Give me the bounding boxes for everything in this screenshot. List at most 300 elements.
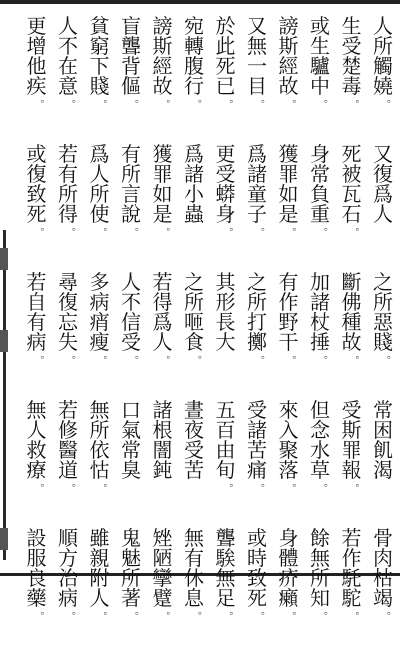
glyph: 失 — [58, 330, 78, 354]
glyph: 有 — [26, 310, 47, 334]
glyph: 賤 — [89, 74, 110, 98]
text-column — [241, 16, 273, 656]
glyph: 治 — [58, 566, 78, 590]
glyph: 常 — [310, 162, 330, 186]
glyph: 斯 — [341, 418, 362, 442]
glyph: 所 — [121, 162, 141, 186]
glyph: 所 — [89, 182, 110, 206]
verse-phrase — [84, 272, 116, 400]
verse-phrase — [84, 528, 116, 656]
glyph: 修 — [58, 418, 78, 442]
text-column — [336, 16, 368, 656]
punctuation-mark: 。 — [72, 94, 82, 105]
glyph: 言 — [121, 182, 141, 206]
glyph: 死 — [215, 54, 236, 78]
glyph: 氣 — [121, 418, 141, 442]
glyph: 所 — [184, 290, 204, 314]
glyph: 苦 — [247, 438, 267, 462]
verse-phrase — [147, 144, 179, 272]
glyph: 聾 — [121, 34, 141, 58]
verse-phrase — [52, 16, 84, 144]
glyph: 所 — [58, 182, 78, 206]
verse-phrase — [115, 528, 147, 656]
glyph: 驢 — [310, 54, 330, 78]
punctuation-mark: 。 — [355, 478, 366, 489]
glyph: 童 — [247, 182, 267, 206]
glyph: 馲 — [341, 566, 362, 590]
verse-phrase — [178, 272, 210, 400]
glyph: 瓦 — [341, 182, 362, 206]
glyph: 生 — [310, 34, 330, 58]
binding-edge — [3, 230, 6, 560]
glyph: 體 — [278, 546, 299, 570]
glyph: 杖 — [310, 310, 330, 334]
glyph: 故 — [152, 74, 173, 98]
glyph: 傴 — [121, 74, 141, 98]
glyph: 方 — [58, 546, 78, 570]
punctuation-mark: 。 — [355, 222, 366, 233]
punctuation-mark: 。 — [292, 94, 303, 105]
punctuation-mark: 。 — [229, 478, 240, 489]
glyph: 宛 — [184, 16, 204, 38]
glyph: 受 — [247, 400, 267, 422]
glyph: 陋 — [152, 546, 173, 570]
glyph: 毒 — [341, 74, 362, 98]
glyph: 罪 — [341, 438, 362, 462]
glyph: 他 — [26, 54, 47, 78]
verse-phrase — [147, 400, 179, 528]
text-column — [147, 16, 179, 656]
glyph: 已 — [215, 74, 236, 98]
verse-phrase — [241, 528, 273, 656]
verse-phrase — [210, 144, 242, 272]
glyph: 疾 — [26, 74, 47, 98]
glyph: 晝 — [184, 400, 204, 422]
glyph: 人 — [121, 272, 141, 294]
glyph: 落 — [278, 458, 299, 482]
punctuation-mark: 。 — [40, 94, 51, 105]
glyph: 息 — [184, 586, 204, 610]
punctuation-mark: 。 — [166, 94, 177, 105]
text-column — [210, 16, 242, 656]
glyph: 打 — [247, 310, 267, 334]
punctuation-mark: 。 — [292, 222, 303, 233]
punctuation-mark: 。 — [355, 350, 366, 361]
verse-phrase — [52, 528, 84, 656]
verse-phrase — [336, 528, 368, 656]
glyph: 所 — [373, 34, 393, 58]
glyph: 若 — [58, 144, 78, 166]
verse-phrase — [241, 272, 273, 400]
glyph: 得 — [152, 290, 173, 314]
verse-phrase — [147, 528, 179, 656]
verse-phrase — [273, 144, 305, 272]
glyph: 鬼 — [121, 528, 141, 550]
glyph: 又 — [247, 16, 267, 38]
punctuation-mark: 。 — [261, 606, 271, 617]
glyph: 負 — [310, 182, 330, 206]
glyph: 人 — [58, 16, 78, 38]
verse-phrase — [273, 16, 305, 144]
glyph: 所 — [247, 290, 267, 314]
glyph: 良 — [26, 566, 47, 590]
punctuation-mark: 。 — [229, 94, 240, 105]
glyph: 無 — [184, 528, 204, 550]
glyph: 無 — [26, 400, 47, 422]
glyph: 依 — [89, 438, 110, 462]
glyph: 無 — [310, 546, 330, 570]
glyph: 夜 — [184, 418, 204, 442]
glyph: 死 — [26, 202, 47, 226]
glyph: 或 — [247, 528, 267, 550]
punctuation-mark: 。 — [229, 222, 240, 233]
verse-phrase — [304, 272, 336, 400]
punctuation-mark: 。 — [292, 606, 303, 617]
glyph: 下 — [89, 54, 110, 78]
punctuation-mark: 。 — [355, 94, 366, 105]
verse-phrase — [210, 400, 242, 528]
glyph: 行 — [184, 74, 204, 98]
verse-phrase — [367, 16, 399, 144]
glyph: 若 — [26, 272, 47, 294]
punctuation-mark: 。 — [103, 350, 114, 361]
glyph: 人 — [373, 16, 393, 38]
glyph: 長 — [215, 310, 236, 334]
punctuation-mark: 。 — [135, 350, 145, 361]
glyph: 擲 — [247, 330, 267, 354]
glyph: 之 — [184, 272, 204, 294]
text-column — [52, 16, 84, 656]
glyph: 獲 — [152, 144, 173, 166]
glyph: 嬈 — [373, 74, 393, 98]
glyph: 罪 — [152, 162, 173, 186]
verse-phrase — [84, 400, 116, 528]
glyph: 鈍 — [152, 458, 173, 482]
glyph: 謗 — [278, 16, 299, 38]
glyph: 如 — [152, 182, 173, 206]
verse-phrase — [304, 16, 336, 144]
punctuation-mark: 。 — [40, 222, 51, 233]
glyph: 或 — [26, 144, 47, 166]
punctuation-mark: 。 — [261, 478, 271, 489]
verse-phrase — [147, 272, 179, 400]
text-column — [84, 16, 116, 656]
punctuation-mark: 。 — [387, 94, 397, 105]
glyph: 所 — [310, 566, 330, 590]
glyph: 致 — [26, 182, 47, 206]
glyph: 致 — [247, 566, 267, 590]
glyph: 人 — [152, 330, 173, 354]
glyph: 不 — [58, 34, 78, 58]
punctuation-mark: 。 — [40, 606, 51, 617]
text-column — [21, 16, 53, 656]
glyph: 騃 — [215, 546, 236, 570]
glyph: 目 — [247, 74, 267, 98]
verse-phrase — [84, 16, 116, 144]
binding-mark — [0, 248, 8, 270]
glyph: 轉 — [184, 34, 204, 58]
glyph: 駝 — [341, 586, 362, 610]
glyph: 病 — [89, 290, 110, 314]
glyph: 蟲 — [184, 202, 204, 226]
glyph: 聚 — [278, 438, 299, 462]
verse-phrase — [52, 400, 84, 528]
glyph: 痛 — [247, 458, 267, 482]
punctuation-mark: 。 — [324, 350, 334, 361]
glyph: 意 — [58, 74, 78, 98]
glyph: 盲 — [121, 16, 141, 38]
punctuation-mark: 。 — [324, 94, 334, 105]
glyph: 爲 — [373, 182, 393, 206]
glyph: 更 — [26, 16, 47, 38]
text-column — [115, 16, 147, 656]
glyph: 常 — [121, 438, 141, 462]
glyph: 攣 — [152, 566, 173, 590]
glyph: 旬 — [215, 458, 236, 482]
glyph: 五 — [215, 400, 236, 422]
glyph: 說 — [121, 202, 141, 226]
glyph: 作 — [341, 546, 362, 570]
verse-phrase — [273, 272, 305, 400]
glyph: 知 — [310, 586, 330, 610]
glyph: 身 — [215, 202, 236, 226]
glyph: 受 — [341, 34, 362, 58]
glyph: 服 — [26, 546, 47, 570]
glyph: 所 — [89, 418, 110, 442]
glyph: 死 — [247, 586, 267, 610]
glyph: 醫 — [58, 438, 78, 462]
punctuation-mark: 。 — [72, 350, 82, 361]
glyph: 增 — [26, 34, 47, 58]
glyph: 腹 — [184, 54, 204, 78]
verse-phrase — [304, 528, 336, 656]
verse-phrase — [241, 16, 273, 144]
glyph: 獲 — [278, 144, 299, 166]
glyph: 在 — [58, 54, 78, 78]
verse-phrase — [336, 16, 368, 144]
verse-phrase — [273, 528, 305, 656]
verse-phrase — [21, 400, 53, 528]
glyph: 爲 — [247, 144, 267, 166]
glyph: 經 — [278, 54, 299, 78]
punctuation-mark: 。 — [40, 478, 51, 489]
glyph: 野 — [278, 310, 299, 334]
verse-phrase — [273, 400, 305, 528]
punctuation-mark: 。 — [103, 222, 114, 233]
glyph: 人 — [89, 586, 110, 610]
punctuation-mark: 。 — [198, 350, 208, 361]
glyph: 報 — [341, 458, 362, 482]
glyph: 附 — [89, 566, 110, 590]
verse-phrase — [336, 272, 368, 400]
glyph: 身 — [278, 528, 299, 550]
glyph: 之 — [373, 272, 393, 294]
glyph: 忘 — [58, 310, 78, 334]
glyph: 癩 — [278, 586, 299, 610]
punctuation-mark: 。 — [72, 222, 82, 233]
verse-phrase — [210, 272, 242, 400]
verse-phrase — [210, 528, 242, 656]
glyph: 受 — [215, 162, 236, 186]
glyph: 人 — [373, 202, 393, 226]
glyph: 尋 — [58, 272, 78, 294]
glyph: 重 — [310, 202, 330, 226]
glyph: 苦 — [184, 458, 204, 482]
glyph: 貧 — [89, 16, 110, 38]
glyph: 斯 — [278, 34, 299, 58]
glyph: 是 — [278, 202, 299, 226]
glyph: 被 — [341, 162, 362, 186]
verse-phrase — [336, 144, 368, 272]
glyph: 無 — [89, 400, 110, 422]
punctuation-mark: 。 — [135, 606, 145, 617]
glyph: 肉 — [373, 546, 393, 570]
glyph: 背 — [121, 54, 141, 78]
glyph: 諸 — [247, 162, 267, 186]
glyph: 斷 — [341, 272, 362, 294]
glyph: 形 — [215, 290, 236, 314]
glyph: 骨 — [373, 528, 393, 550]
glyph: 受 — [184, 438, 204, 462]
glyph: 休 — [184, 566, 204, 590]
glyph: 若 — [341, 528, 362, 550]
glyph: 子 — [247, 202, 267, 226]
glyph: 由 — [215, 438, 236, 462]
text-column — [273, 16, 305, 656]
punctuation-mark: 。 — [198, 606, 208, 617]
punctuation-mark: 。 — [261, 222, 271, 233]
glyph: 賤 — [373, 330, 393, 354]
glyph: 蟒 — [215, 182, 236, 206]
glyph: 渴 — [373, 458, 393, 482]
punctuation-mark: 。 — [261, 350, 271, 361]
glyph: 更 — [215, 144, 236, 166]
verse-phrase — [367, 272, 399, 400]
glyph: 楚 — [341, 54, 362, 78]
glyph: 常 — [373, 400, 393, 422]
glyph: 諸 — [152, 400, 173, 422]
glyph: 如 — [278, 182, 299, 206]
glyph: 疥 — [278, 566, 299, 590]
glyph: 或 — [310, 16, 330, 38]
glyph: 得 — [58, 202, 78, 226]
glyph: 不 — [121, 290, 141, 314]
glyph: 死 — [341, 144, 362, 166]
verse-phrase — [304, 144, 336, 272]
verse-phrase — [115, 144, 147, 272]
glyph: 念 — [310, 418, 330, 442]
punctuation-mark: 。 — [261, 94, 271, 105]
glyph: 口 — [121, 400, 141, 422]
punctuation-mark: 。 — [292, 350, 303, 361]
glyph: 故 — [341, 330, 362, 354]
glyph: 身 — [310, 144, 330, 166]
punctuation-mark: 。 — [166, 222, 177, 233]
verse-phrase — [21, 16, 53, 144]
glyph: 干 — [278, 330, 299, 354]
punctuation-mark: 。 — [72, 606, 82, 617]
glyph: 爲 — [89, 144, 110, 166]
glyph: 信 — [121, 310, 141, 334]
verse-phrase — [241, 144, 273, 272]
punctuation-mark: 。 — [166, 606, 177, 617]
verse-phrase — [21, 272, 53, 400]
glyph: 有 — [121, 144, 141, 166]
glyph: 故 — [278, 74, 299, 98]
text-column — [304, 16, 336, 656]
glyph: 食 — [184, 330, 204, 354]
verse-phrase — [115, 400, 147, 528]
glyph: 躄 — [152, 586, 173, 610]
glyph: 爲 — [152, 310, 173, 334]
punctuation-mark: 。 — [324, 222, 334, 233]
glyph: 諸 — [310, 290, 330, 314]
glyph: 小 — [184, 182, 204, 206]
glyph: 中 — [310, 74, 330, 98]
punctuation-mark: 。 — [135, 94, 145, 105]
punctuation-mark: 。 — [40, 350, 51, 361]
glyph: 道 — [58, 458, 78, 482]
glyph: 有 — [184, 546, 204, 570]
glyph: 種 — [341, 310, 362, 334]
verse-phrase — [21, 528, 53, 656]
punctuation-mark: 。 — [292, 478, 303, 489]
verse-phrase — [336, 400, 368, 528]
glyph: 復 — [373, 162, 393, 186]
punctuation-mark: 。 — [72, 478, 82, 489]
top-border — [0, 0, 400, 4]
punctuation-mark: 。 — [135, 222, 145, 233]
punctuation-mark: 。 — [103, 94, 114, 105]
glyph: 石 — [341, 202, 362, 226]
verse-phrase — [241, 400, 273, 528]
verse-phrase — [178, 16, 210, 144]
verse-phrase — [115, 16, 147, 144]
glyph: 復 — [26, 162, 47, 186]
verse-phrase — [147, 16, 179, 144]
glyph: 加 — [310, 272, 330, 294]
glyph: 枯 — [373, 566, 393, 590]
glyph: 謗 — [152, 16, 173, 38]
glyph: 觸 — [373, 54, 393, 78]
glyph: 咂 — [184, 310, 204, 334]
glyph: 餘 — [310, 528, 330, 550]
glyph: 足 — [215, 586, 236, 610]
verse-phrase — [115, 272, 147, 400]
glyph: 怙 — [89, 458, 110, 482]
verse-phrase — [52, 272, 84, 400]
glyph: 順 — [58, 528, 78, 550]
glyph: 救 — [26, 438, 47, 462]
verse-phrase — [304, 400, 336, 528]
verse-phrase — [367, 144, 399, 272]
glyph: 佛 — [341, 290, 362, 314]
verse-phrase — [178, 528, 210, 656]
glyph: 百 — [215, 418, 236, 442]
punctuation-mark: 。 — [387, 606, 397, 617]
glyph: 生 — [341, 16, 362, 38]
glyph: 惡 — [373, 310, 393, 334]
text-column — [367, 16, 399, 656]
glyph: 復 — [58, 290, 78, 314]
glyph: 又 — [373, 144, 393, 166]
verse-phrase — [178, 144, 210, 272]
glyph: 雖 — [89, 528, 110, 550]
glyph: 有 — [278, 272, 299, 294]
glyph: 病 — [26, 330, 47, 354]
verse-phrase — [367, 400, 399, 528]
glyph: 人 — [89, 162, 110, 186]
